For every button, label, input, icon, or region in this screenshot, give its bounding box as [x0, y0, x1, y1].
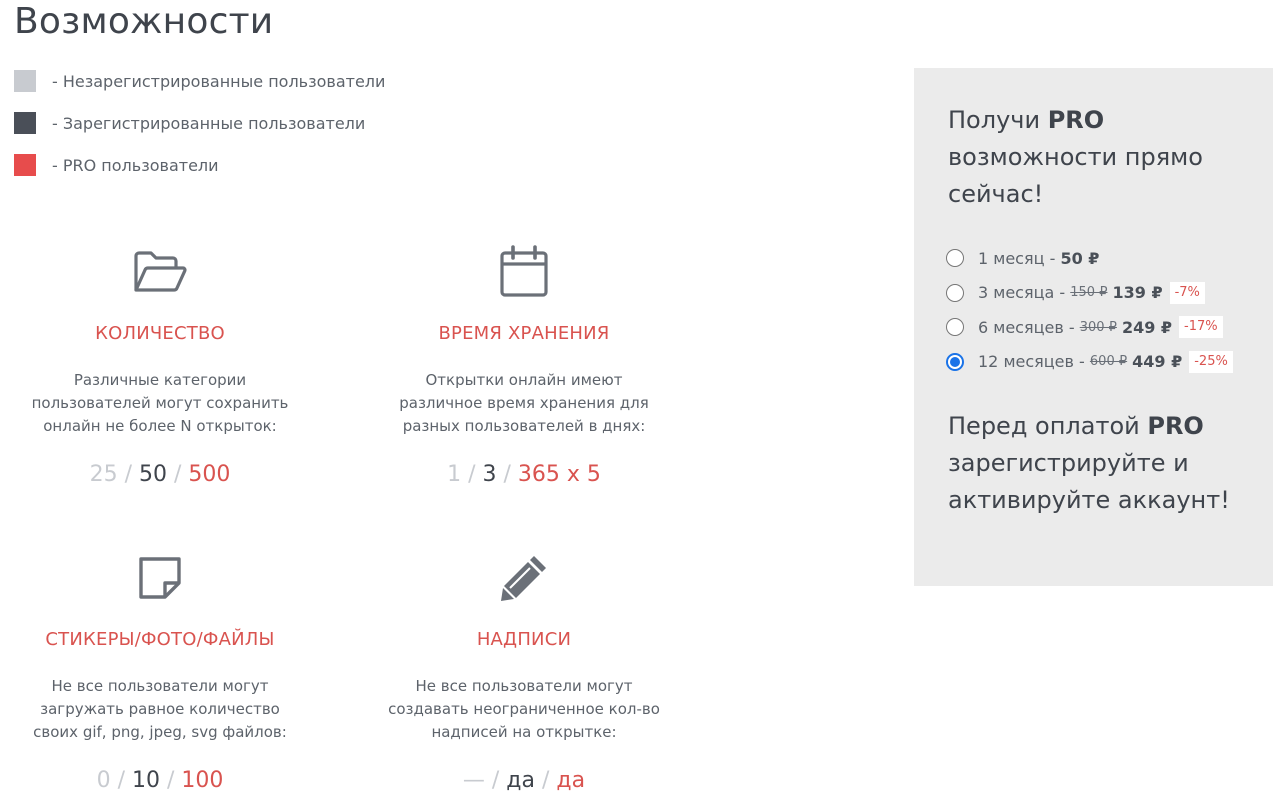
value-separator: / [124, 462, 132, 487]
legend-item-pro [14, 154, 385, 176]
plan-old-price: 150 ₽ [1070, 285, 1108, 300]
feature-title: СТИКЕРЫ/ФОТО/ФАЙЛЫ [45, 629, 275, 650]
value-pro: 365 x 5 [517, 462, 601, 487]
legend-item-registered [14, 112, 385, 134]
plan-label: 3 месяца - [978, 283, 1066, 302]
feature-values [374, 766, 674, 796]
feature-captions [374, 548, 674, 796]
plan-option-12-months[interactable] [946, 350, 1266, 374]
plan-discount-badge: -25% [1189, 351, 1233, 373]
legend-swatch-registered [14, 112, 36, 134]
feature-storage [374, 242, 674, 490]
plan-price: 249 ₽ [1121, 317, 1173, 337]
value-pro: да [556, 768, 586, 793]
plan-price: 50 ₽ [1060, 248, 1100, 268]
promo-note [948, 408, 1248, 519]
plan-label: 12 месяцев - [978, 352, 1085, 371]
value-separator: / [117, 768, 125, 793]
pro-promo-panel [914, 68, 1273, 586]
feature-description: Открытки онлайн имеют различное время хранения для разных пользователей в днях: [399, 371, 649, 435]
plan-label: 6 месяцев - [978, 317, 1075, 337]
value-pro: 100 [181, 768, 224, 793]
promo-note-suffix: зарегистрируйте и активируйте аккаунт! [948, 449, 1230, 514]
value-pro: 500 [188, 462, 231, 487]
feature-values [10, 766, 310, 796]
legend-label: - PRO пользователи [52, 155, 219, 175]
plan-label: 1 месяц - [978, 248, 1056, 268]
value-registered: 10 [132, 768, 160, 793]
plan-discount-badge: -7% [1170, 282, 1205, 304]
feature-values [10, 460, 310, 490]
value-separator: / [542, 768, 550, 793]
sticky-note-icon [10, 548, 310, 608]
promo-note-bold: PRO [1147, 412, 1204, 440]
promo-note-prefix: Перед оплатой [948, 412, 1148, 440]
plan-radio[interactable] [946, 284, 964, 302]
promo-heading-prefix: Получи [948, 106, 1048, 134]
page-title: Возможности [14, 1, 274, 42]
plan-old-price: 600 ₽ [1089, 354, 1128, 369]
feature-stickers [10, 548, 310, 796]
feature-description: Различные категории пользователей могут сохранить онлайн не более N открыток: [31, 371, 289, 435]
feature-values [374, 460, 674, 490]
value-separator: / [468, 462, 476, 487]
legend [14, 70, 385, 196]
value-guest: — [462, 768, 485, 793]
plan-price: 139 ₽ [1112, 283, 1163, 302]
value-guest: 1 [447, 462, 462, 487]
promo-heading-suffix: возможности прямо сейчас! [948, 143, 1203, 208]
promo-heading-bold: PRO [1047, 106, 1105, 134]
plan-price: 449 ₽ [1132, 352, 1183, 371]
value-guest: 25 [89, 462, 118, 487]
value-separator: / [174, 462, 182, 487]
legend-label: - Незарегистрированные пользователи [52, 71, 386, 91]
feature-quantity [10, 242, 310, 490]
value-separator: / [167, 768, 175, 793]
feature-title: НАДПИСИ [476, 629, 572, 650]
promo-heading [948, 102, 1248, 213]
pencil-icon [374, 548, 674, 608]
plan-discount-badge: -17% [1179, 316, 1223, 338]
plan-radio-selected[interactable] [946, 353, 964, 371]
value-registered: 3 [482, 462, 497, 487]
plan-option-6-months[interactable] [946, 315, 1266, 339]
value-separator: / [503, 462, 511, 487]
plan-radio[interactable] [946, 318, 964, 336]
calendar-icon [374, 242, 674, 302]
plan-old-price: 300 ₽ [1079, 319, 1117, 335]
feature-title: ВРЕМЯ ХРАНЕНИЯ [438, 323, 610, 344]
value-registered: 50 [139, 462, 167, 487]
value-separator: / [491, 768, 500, 793]
legend-label: - Зарегистрированные пользователи [52, 113, 366, 133]
plan-radio[interactable] [946, 249, 964, 267]
plan-option-3-months[interactable] [946, 281, 1266, 305]
plan-options [946, 246, 1266, 384]
folder-open-icon [10, 242, 310, 302]
feature-description: Не все пользователи могут создавать неограниченное кол-во надписей на открытке: [388, 677, 660, 741]
legend-item-guest [14, 70, 385, 92]
legend-swatch-pro [14, 154, 36, 176]
feature-description: Не все пользователи могут загружать равное количество своих gif, png, jpeg, svg файлов: [33, 677, 287, 741]
plan-option-1-month[interactable] [946, 246, 1266, 270]
legend-swatch-guest [14, 70, 36, 92]
value-registered: да [506, 768, 535, 793]
value-guest: 0 [96, 768, 111, 793]
feature-title: КОЛИЧЕСТВО [95, 323, 225, 344]
